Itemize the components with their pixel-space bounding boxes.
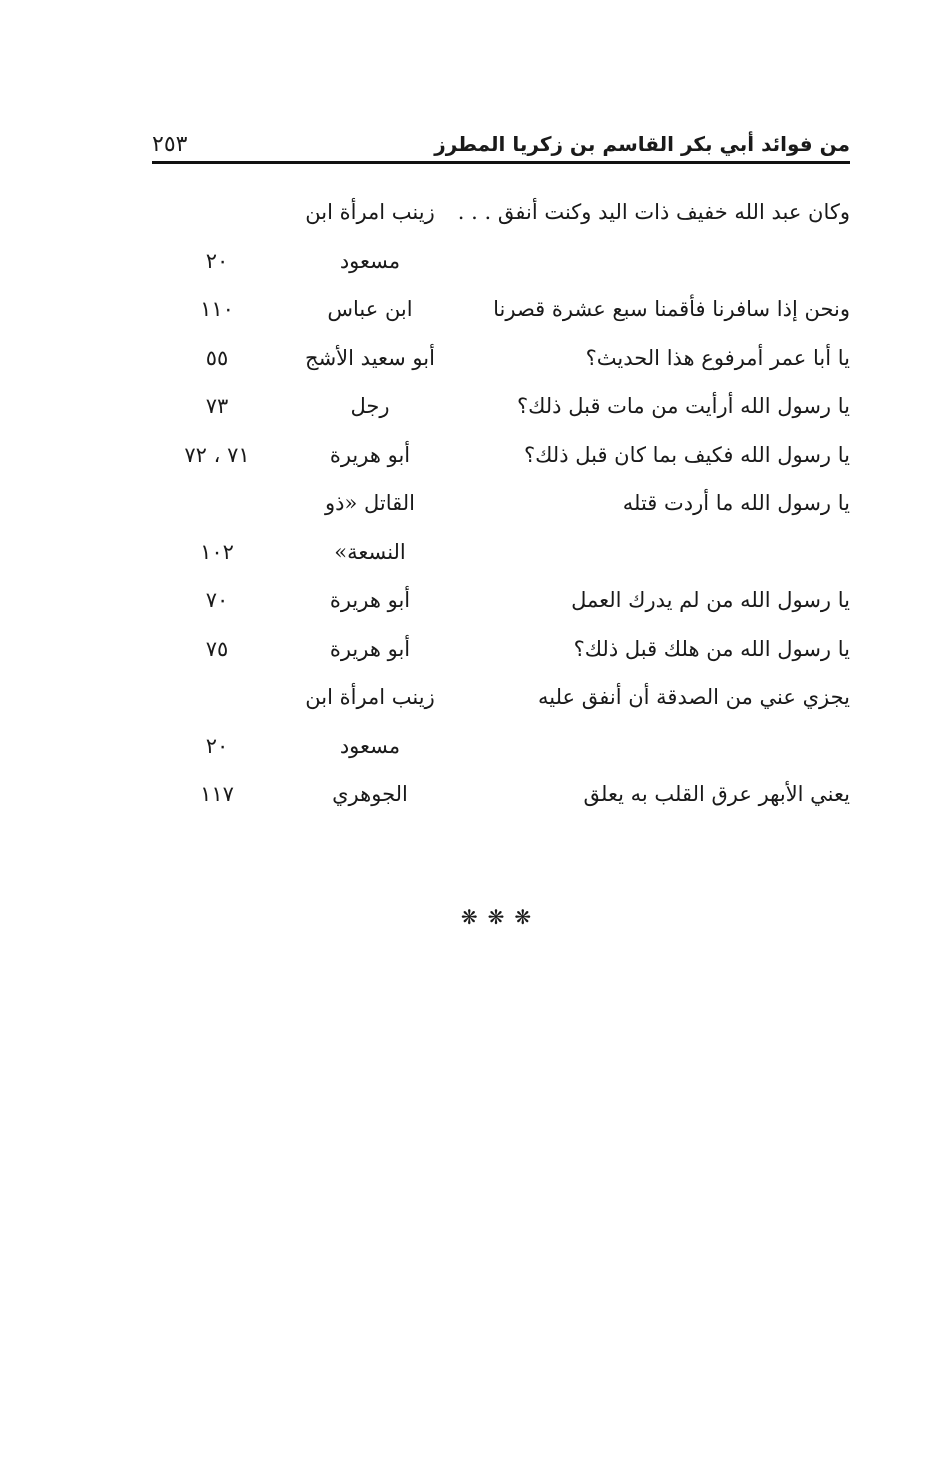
index-row	[152, 200, 850, 240]
narrator: أبو هريرة	[329, 443, 411, 467]
hadith-text: يا رسول الله ما أردت قتله	[622, 491, 850, 515]
index-row	[152, 491, 850, 531]
hadith-numbers: ٧١ ، ٧٢	[184, 443, 250, 467]
hadith-text: يا رسول الله فكيف بما كان قبل ذلك؟	[523, 443, 850, 467]
hadith-text: يا رسول الله من هلك قبل ذلك؟	[573, 637, 850, 661]
hadith-numbers: ١١٧	[200, 782, 234, 806]
page-header	[152, 128, 850, 164]
index-row	[152, 249, 850, 289]
narrator: القاتل «ذو	[324, 491, 416, 515]
hadith-text: وكان عبد الله خفيف ذات اليد وكنت أنفق . . .	[457, 200, 850, 224]
index-row	[152, 443, 850, 483]
hadith-numbers: ٥٥	[205, 346, 229, 370]
hadith-text: يا رسول الله من لم يدرك العمل	[571, 588, 850, 612]
page-number: ٢٥٣	[152, 132, 188, 157]
narrator: زينب امرأة ابن	[305, 200, 435, 224]
index-row	[152, 637, 850, 677]
index-row	[152, 588, 850, 628]
hadith-numbers: ١١٠	[200, 297, 234, 321]
narrator: زينب امرأة ابن	[305, 685, 435, 709]
narrator: رجل	[350, 394, 390, 418]
hadith-text: ونحن إذا سافرنا فأقمنا سبع عشرة قصرنا	[493, 297, 850, 321]
index-row	[152, 540, 850, 580]
index-row	[152, 734, 850, 774]
index-row	[152, 346, 850, 386]
index-row	[152, 297, 850, 337]
index-row	[152, 394, 850, 434]
narrator: أبو هريرة	[329, 637, 411, 661]
narrator: أبو سعيد الأشج	[305, 346, 435, 370]
hadith-numbers: ٧٥	[205, 637, 229, 661]
hadith-numbers: ٢٠	[205, 734, 229, 758]
hadith-numbers: ١٠٢	[200, 540, 234, 564]
narrator: الجوهري	[332, 782, 408, 806]
hadith-numbers: ٢٠	[205, 249, 229, 273]
narrator: أبو هريرة	[329, 588, 411, 612]
hadith-text: يا رسول الله أرأيت من مات قبل ذلك؟	[516, 394, 850, 418]
hadith-text: يعني الأبهر عرق القلب به يعلق	[583, 782, 850, 806]
narrator: مسعود	[339, 249, 401, 273]
index-row	[152, 782, 850, 822]
running-title: من فوائد أبي بكر القاسم بن زكريا المطرز	[434, 132, 850, 156]
header-rule	[152, 161, 850, 164]
narrator: مسعود	[339, 734, 401, 758]
narrator: النسعة»	[334, 540, 406, 564]
narrator: ابن عباس	[327, 297, 413, 321]
hadith-numbers: ٧٣	[205, 394, 229, 418]
index-row	[152, 685, 850, 725]
end-ornament: ❋❋❋	[460, 905, 542, 929]
hadith-text: يا أبا عمر أمرفوع هذا الحديث؟	[585, 346, 850, 370]
hadith-text: يجزي عني من الصدقة أن أنفق عليه	[538, 685, 850, 709]
hadith-numbers: ٧٠	[205, 588, 229, 612]
